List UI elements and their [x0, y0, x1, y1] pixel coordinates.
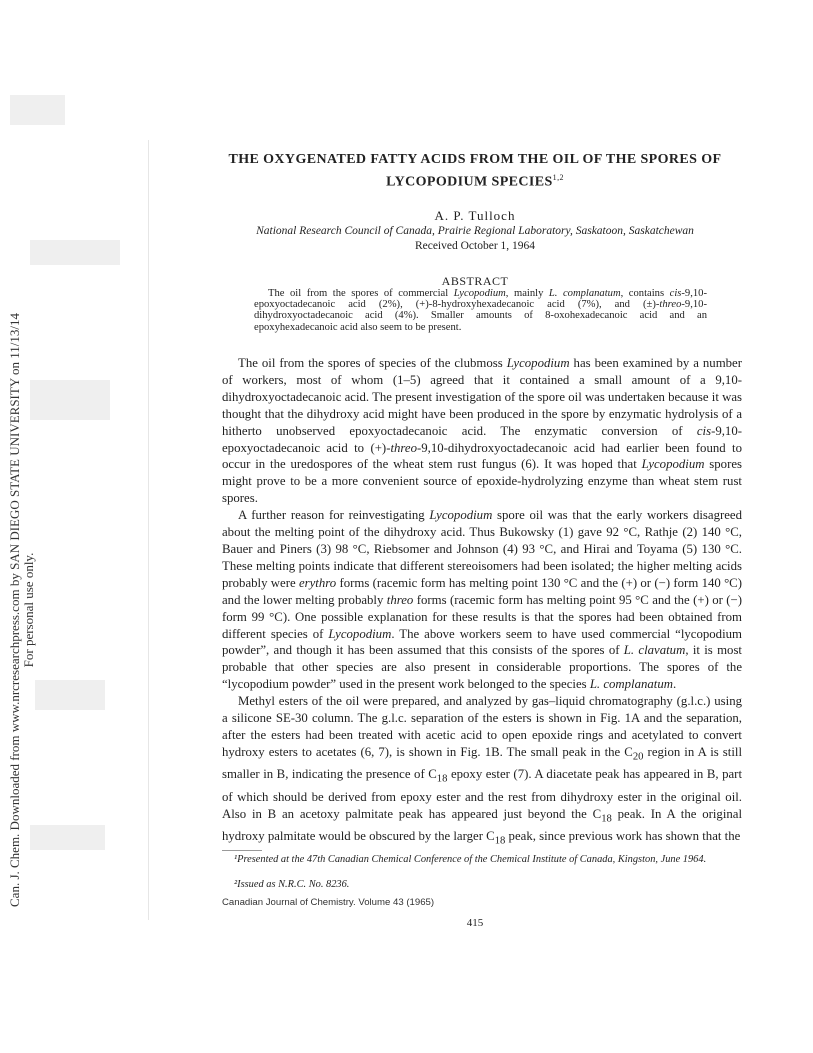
author-name: A. P. Tulloch: [434, 208, 516, 223]
received-date: Received October 1, 1964: [414, 240, 536, 252]
download-stamp-line1: Can. J. Chem. Downloaded from www.nrcresearchpress.com by SAN DIEGO STATE UNIVERSITY on 11/13/14: [7, 313, 22, 907]
abstract-text: The oil from the spores of commercial Lycopodium, mainly L. complanatum, contains cis-9,10-epoxyoctadecanoic acid (2%), (+)-8-hydroxyhexadecanoic acid (7%), and (±)-threo-9,10-dihydroxyoctadecanoic acid (4%). Smaller amounts of 8-oxohexadecanoic acid and an epoxyhexadecanoic acid also seem to be present.: [254, 288, 708, 333]
download-stamp: [8, 210, 48, 1010]
title-footnote-marker: 1,2: [552, 173, 564, 182]
footnote-1: ¹Presented at the 47th Canadian Chemical Conference of the Chemical Institute of Canada, Kingston, June 1964.: [234, 854, 707, 865]
journal-citation: Canadian Journal of Chemistry. Volume 43 (1965): [222, 897, 435, 908]
scan-smudge: [35, 680, 105, 710]
article-body: [222, 355, 742, 851]
scan-smudge: [30, 240, 120, 265]
scan-smudge: [30, 380, 110, 420]
paragraph: A further reason for reinvestigating Lycopodium spore oil was that the early workers disagreed about the melting point of the dihydroxy acid. Thus Bukowsky (1) gave 92 °C, Rathje (2) 140 °C, Bauer and Piners (3) 98 °C, Riebsomer and Johnson (4) 93 °C, and Hirai and Toyama (5) 130 °C. These melting points indicate that different stereoisomers had been isolated; the higher melting acids probably were erythro forms (racemic form has melting point 130 °C and the (+) or (−) form 140 °C) and the lower melting probably threo forms (racemic form has melting point 95 °C and the (+) or (−) form 99 °C). One possible explanation for these results is that the spores had been obtained from different species of Lycopodium. The above workers seem to have used commercial “lycopodium powder”, and though it has been assumed that this consists of the spores of L. clavatum, it is most probable that other species are also present in considerable proportions. The spores of the “lycopodium powder” used in the present work belonged to the species L. complanatum.: [222, 508, 743, 692]
footnote-rule: [222, 850, 262, 851]
binding-shadow: [148, 140, 149, 920]
scan-smudge: [10, 95, 65, 125]
download-stamp-line2: For personal use only.: [21, 552, 36, 668]
scan-smudge: [30, 825, 105, 850]
author-affiliation: National Research Council of Canada, Prairie Regional Laboratory, Saskatoon, Saskatchewan: [256, 225, 694, 237]
title-line-1: THE OXYGENATED FATTY ACIDS FROM THE OIL OF THE SPORES OF: [228, 152, 722, 167]
abstract-heading: ABSTRACT: [441, 274, 509, 288]
paragraph: Methyl esters of the oil were prepared, and analyzed by gas–liquid chromatography (g.l.c.) using a silicone SE-30 column. The g.l.c. separation of the esters is shown in Fig. 1A and the separation, after the esters had been treated with acetic acid to open epoxide rings and acetylated to convert hydroxy esters to acetates (6, 7), is shown in Fig. 1B. The small peak in the $C_{20}$ region in A is still smaller in B, indicating the presence of $C_{18}$ epoxy ester (7). A diacetate peak has appeared in B, part of which should be derived from epoxy ester and the rest from dihydroxy ester in the original oil. Also in B an acetoxy palmitate peak has appeared just beyond the $C_{18}$ peak. In A the original hydroxy palmitate would be obscured by the larger $C_{18}$ peak, since previous work has shown that the: [222, 694, 743, 847]
footnote-2: ²Issued as N.R.C. No. 8236.: [234, 879, 350, 890]
paragraph: The oil from the spores of species of the clubmoss Lycopodium has been examined by a number of workers, most of whom (1–5) agreed that it contained a small amount of a 9,10-dihydroxyoctadecanoic acid. The present investigation of the spore oil was undertaken because it was thought that the dihydroxy acid might have been produced in the spore by enzymatic hydrolysis of a hitherto unobserved epoxyoctadecanoic acid. The enzymatic conversion of cis-9,10-epoxyoctadecanoic acid to (+)-threo-9,10-dihydroxyoctadecanoic acid had earlier been found to occur in the uredospores of the wheat stem rust fungus (6). It was hoped that Lycopodium spores might prove to be a more convenient source of epoxide-hydrolyzing enzyme than wheat stem rust spores.: [222, 356, 742, 506]
page-number: 415: [466, 917, 484, 929]
article-title: [200, 151, 750, 192]
title-line-2: LYCOPODIUM SPECIES: [386, 174, 553, 190]
